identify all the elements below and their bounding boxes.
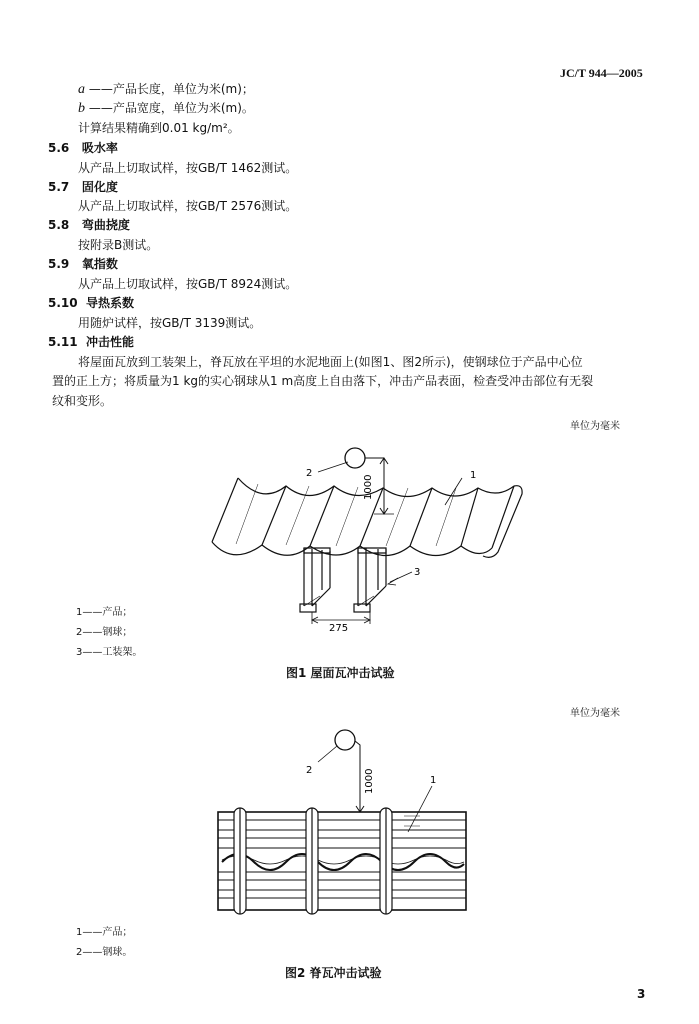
fig1-callout-2: 2: [306, 468, 313, 479]
section-number: 5.7: [48, 180, 70, 194]
fig2-unit-note: 单位为毫米: [570, 708, 620, 719]
section-title: 吸水率: [81, 141, 118, 155]
section-number: 5.10: [48, 296, 78, 310]
fig2-dim-height: 1000: [364, 768, 375, 794]
fig2-legend-1: 1——产品；: [76, 927, 133, 938]
page-number: 3: [637, 987, 646, 1001]
symbol-b: b: [78, 101, 85, 116]
section-5-9-body: 从产品上切取试样，按GB/T 8924测试。: [78, 277, 298, 291]
fig2-caption: 图2 脊瓦冲击试验: [285, 966, 382, 980]
fig2-legend-2: 2——钢球。: [76, 947, 133, 958]
steel-ball-icon: [345, 448, 365, 468]
symbol-a: a: [78, 82, 85, 97]
fig1-legend-2: 2——钢球；: [76, 627, 133, 638]
definition-b-text: ——产品宽度，单位为米(m)。: [88, 101, 254, 115]
section-title: 弯曲挠度: [81, 218, 130, 232]
section-title: 冲击性能: [85, 335, 134, 349]
section-number: 5.8: [48, 218, 70, 232]
fig1-legend-3: 3——工装架。: [76, 647, 143, 658]
fig1-dim-height: 1000: [363, 474, 374, 500]
section-title: 固化度: [81, 180, 118, 194]
impact-paragraph-line-3: 纹和变形。: [52, 394, 113, 408]
section-title: 导热系数: [85, 296, 134, 310]
section-title: 氧指数: [81, 257, 118, 271]
impact-paragraph-line-2: 置的正上方；将质量为1 kg的实心钢球从1 m高度上自由落下，冲击产品表面，检查受冲击部位有无裂: [52, 374, 594, 388]
fig1-callout-1: 1: [470, 470, 477, 481]
section-5-7-body: 从产品上切取试样，按GB/T 2576测试。: [78, 199, 298, 213]
section-number: 5.9: [48, 257, 70, 271]
fig1-callout-3: 3: [414, 567, 421, 578]
test-frame-drawing: [300, 548, 386, 612]
steel-ball-icon: [335, 730, 355, 750]
figure-2-drawing: [218, 730, 466, 914]
fig2-callout-1: 1: [430, 775, 437, 786]
section-5-8-body: 按附录B测试。: [78, 238, 159, 252]
fig1-dim-width: 275: [329, 623, 349, 634]
section-5-6-body: 从产品上切取试样，按GB/T 1462测试。: [78, 161, 298, 175]
standard-code: JC/T 944—2005: [560, 66, 643, 80]
fig1-caption: 图1 屋面瓦冲击试验: [286, 666, 395, 680]
precision-note: 计算结果精确到0.01 kg/m²。: [78, 121, 240, 135]
definition-a-text: ——产品长度，单位为米(m)；: [88, 82, 254, 96]
fig1-unit-note: 单位为毫米: [570, 421, 620, 432]
fig2-callout-2: 2: [306, 765, 313, 776]
section-number: 5.6: [48, 141, 70, 155]
fig1-legend-1: 1——产品；: [76, 607, 133, 618]
section-number: 5.11: [48, 335, 78, 349]
impact-paragraph-line-1: 将屋面瓦放到工装架上，脊瓦放在平坦的水泥地面上(如图1、图2所示)，使钢球位于产品中心位: [78, 355, 583, 369]
section-5-10-body: 用随炉试样，按GB/T 3139测试。: [78, 316, 262, 330]
